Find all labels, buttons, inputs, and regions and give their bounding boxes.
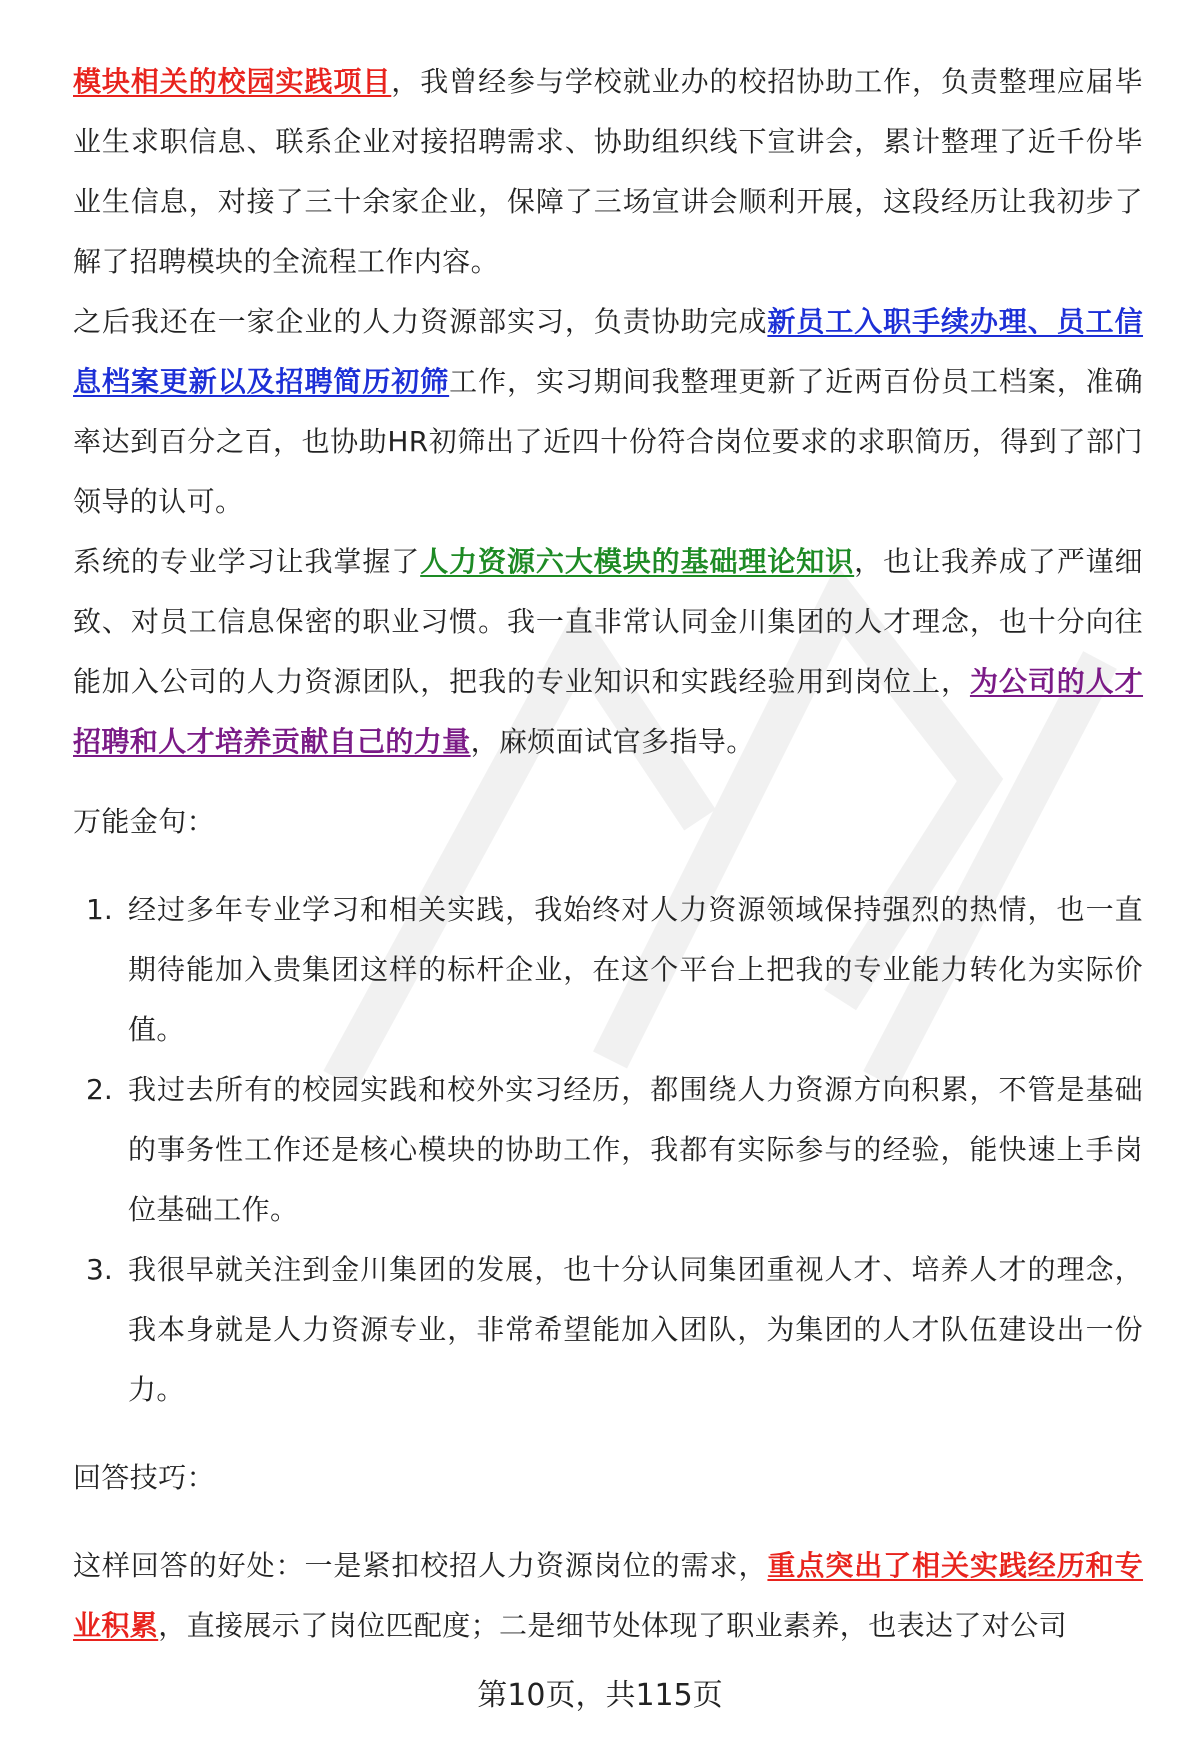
paragraph-internship: 之后我还在一家企业的人力资源部实习，负责协助完成新员工入职手续办理、员工信息档案更新以及招聘简历初筛工作，实习期间我整理更新了近两百份员工档案，准确率达到百分之百，也协助HR初筛出了近四十份符合岗位要求的求职简历，得到了部门领导的认可。 <box>73 305 1144 518</box>
highlight-contribution: 为公司的人才招聘和人才培养贡献自己的力量 <box>73 665 1144 758</box>
list-item: 2. 我过去所有的校园实践和校外实习经历，都围绕人力资源方向积累，不管是基础的事务性工作还是核心模块的协助工作，我都有实际参与的经验，能快速上手岗位基础工作。 <box>86 1073 1143 1226</box>
golden-sentence-list <box>73 880 1143 1420</box>
paragraph-campus-practice: 模块相关的校园实践项目，我曾经参与学校就业办的校招协助工作，负责整理应届毕业生求职信息、联系企业对接招聘需求、协助组织线下宣讲会，累计整理了近千份毕业生信息，对接了三十余家企业，保障了三场宣讲会顺利开展，这段经历让我初步了解了招聘模块的全流程工作内容。 <box>73 65 1143 278</box>
heading-answer-tips: 回答技巧： <box>73 1461 216 1494</box>
highlight-hr-six-modules: 人力资源六大模块的基础理论知识 <box>420 545 855 578</box>
paragraph-professional-study: 系统的专业学习让我掌握了人力资源六大模块的基础理论知识，也让我养成了严谨细致、对员工信息保密的职业习惯。我一直非常认同金川集团的人才理念，也十分向往能加入公司的人力资源团队，把我的专业知识和实践经验用到岗位上，为公司的人才招聘和人才培养贡献自己的力量，麻烦面试官多指导。 <box>73 545 1144 758</box>
list-item: 1. 经过多年专业学习和相关实践，我始终对人力资源领域保持强烈的热情，也一直期待能加入贵集团这样的标杆企业，在这个平台上把我的专业能力转化为实际价值。 <box>86 893 1143 1046</box>
page-number-footer: 第10页，共115页 <box>477 1678 723 1713</box>
highlight-campus-practice: 模块相关的校园实践项目 <box>73 65 392 98</box>
highlight-key-points: 重点突出了相关实践经历和专业积累 <box>73 1549 1144 1642</box>
list-item: 3. 我很早就关注到金川集团的发展，也十分认同集团重视人才、培养人才的理念，我本身就是人力资源专业，非常希望能加入团队，为集团的人才队伍建设出一份力。 <box>86 1253 1143 1406</box>
heading-golden-sentences: 万能金句： <box>73 805 216 838</box>
document-page <box>73 52 1143 1656</box>
paragraph-answer-benefits: 这样回答的好处：一是紧扣校招人力资源岗位的需求，重点突出了相关实践经历和专业积累，直接展示了岗位匹配度；二是细节处体现了职业素养，也表达了对公司 <box>73 1549 1144 1642</box>
highlight-internship-tasks: 新员工入职手续办理、员工信息档案更新以及招聘简历初筛 <box>73 305 1144 398</box>
